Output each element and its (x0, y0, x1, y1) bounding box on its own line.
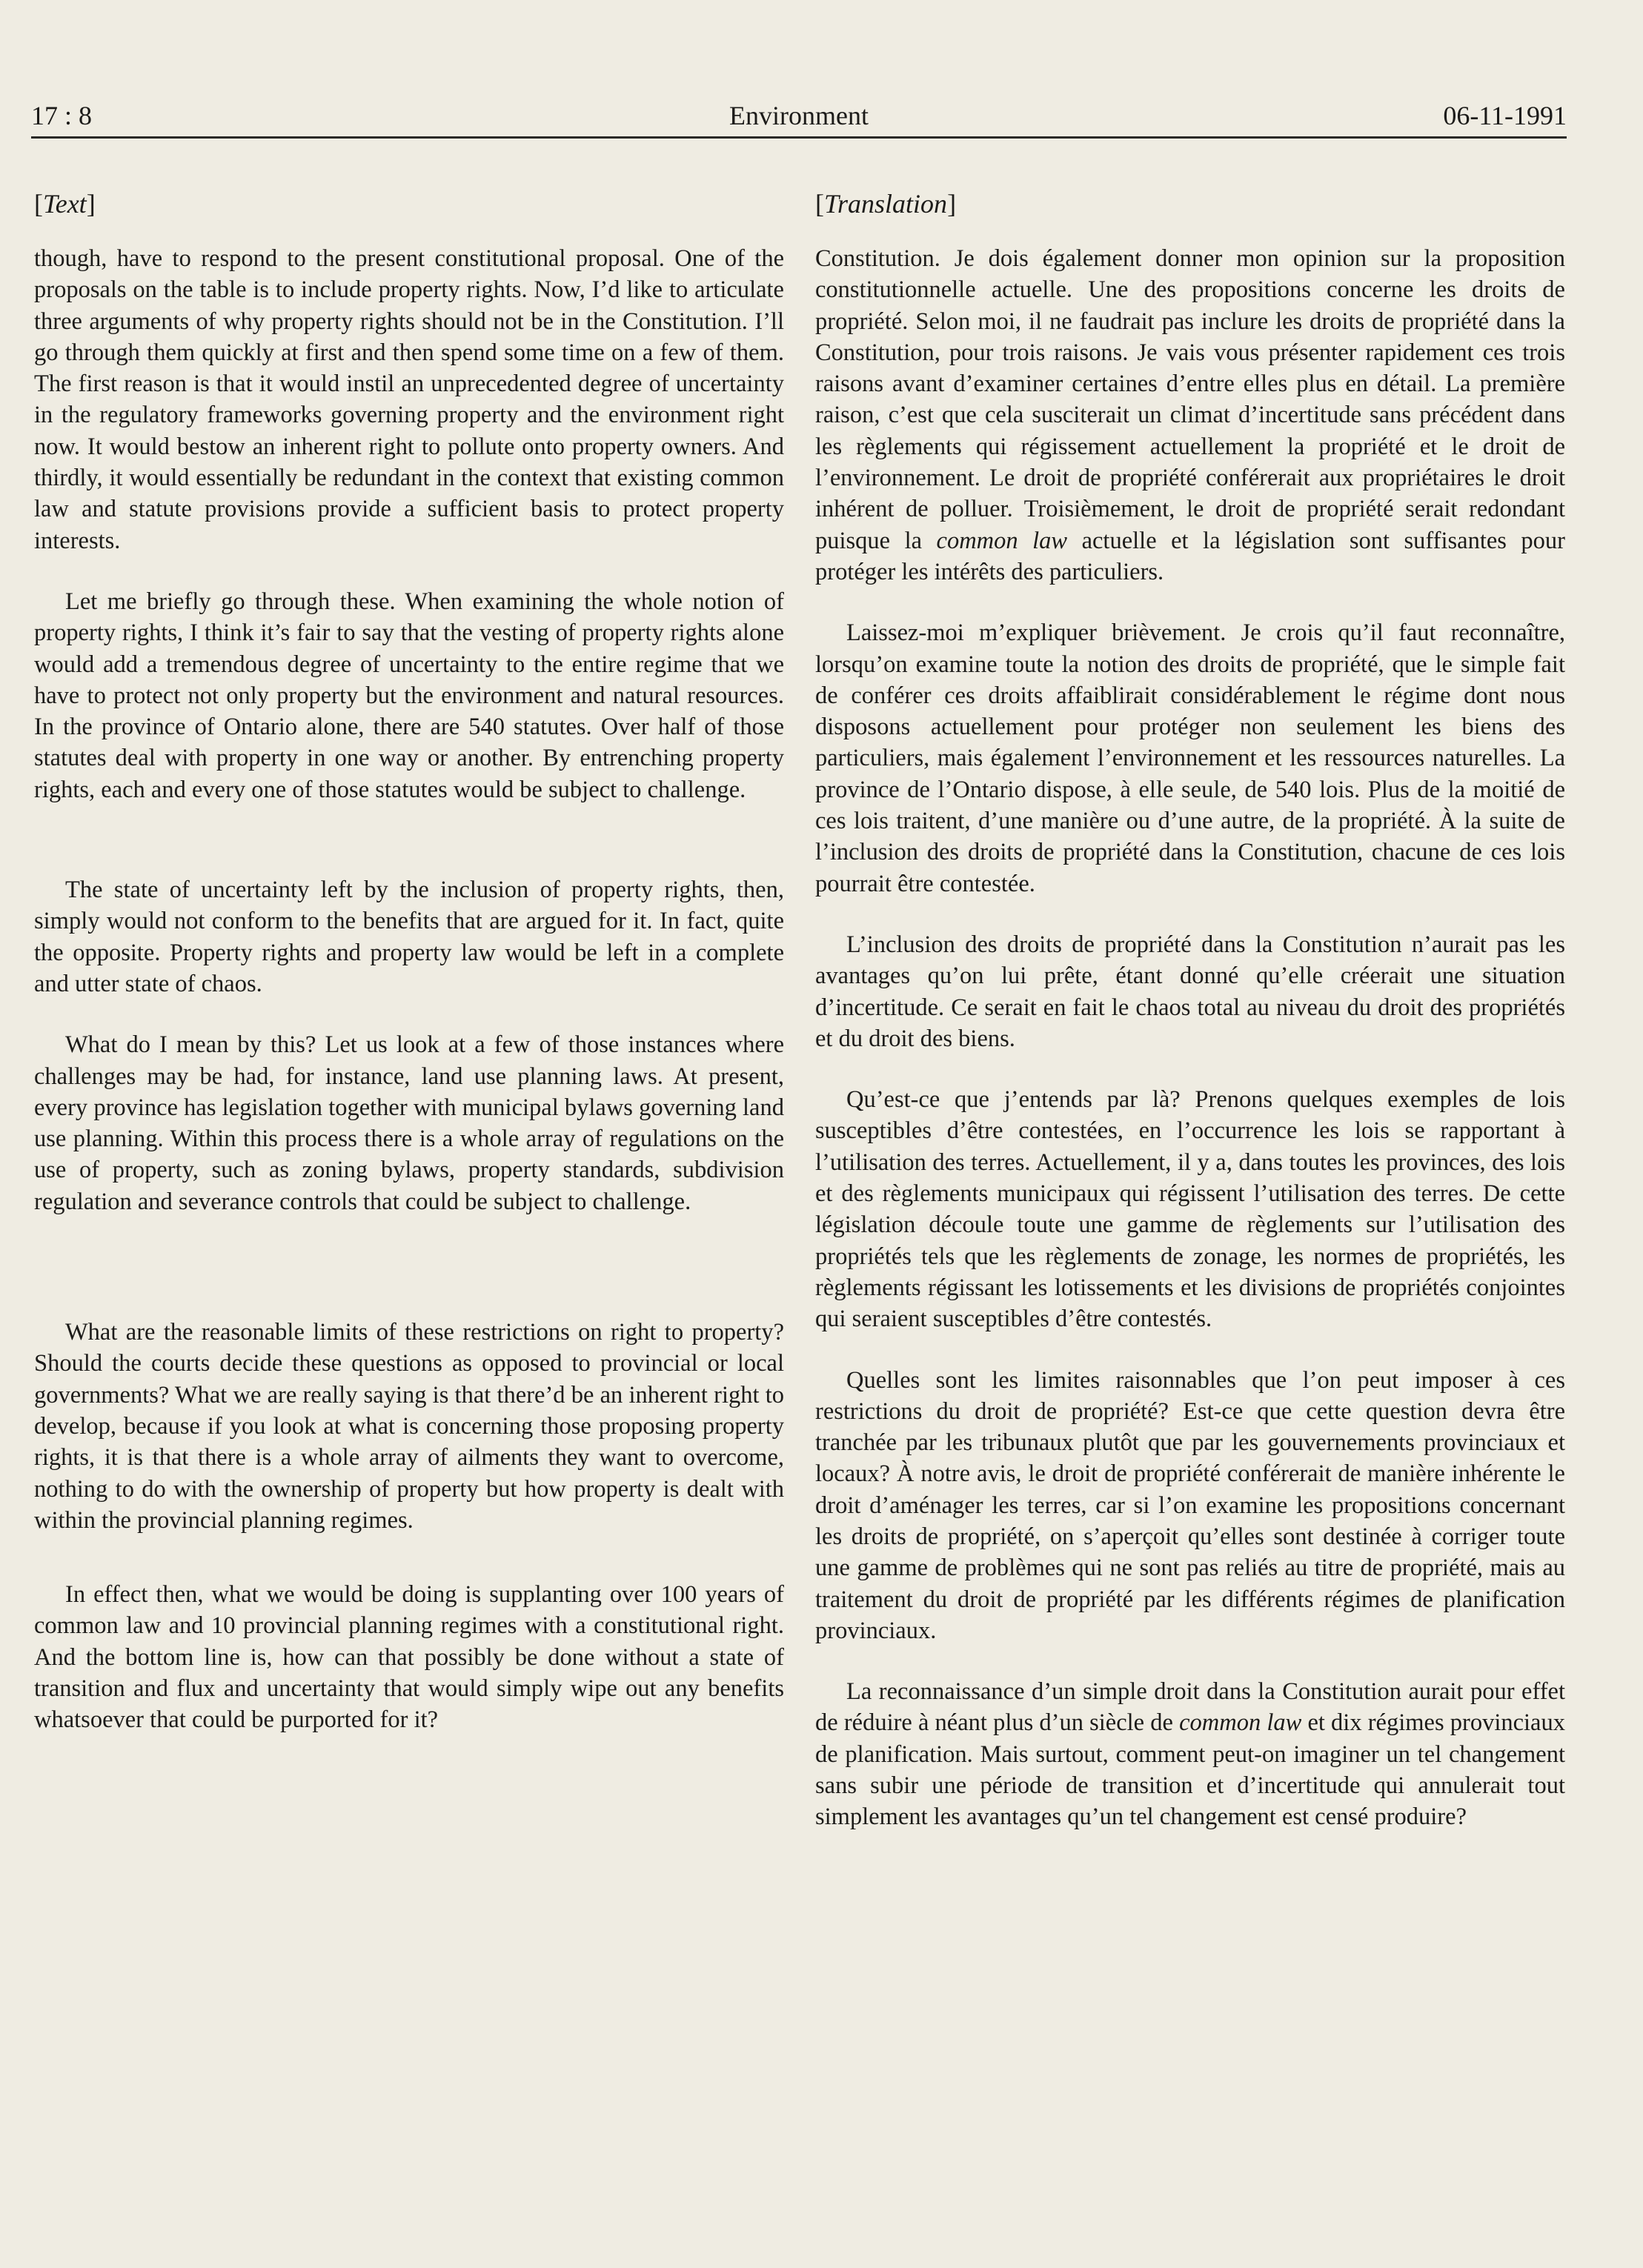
paragraph: Qu’est-ce que j’entends par là? Prenons quelques exemples de lois susceptibles d’être contestées, en l’occurrence les lois se rapportant à l’utilisation des terres. Actuellement, il y a, dans toutes les provinces, des lois et des règlements municipaux qui régissent l’utilisation des terres. De cette législation découle toute une gamme de règlements sur l’utilisation des propriétés tels que les règlements de zonage, les normes de propriétés, les règlements régissant les lotissements et les divisions de propriétés conjointes qui seraient susceptibles d’être contestés. (815, 1086, 1565, 1333)
english-text-column (34, 185, 784, 1736)
french-translation-column (815, 185, 1565, 1833)
column-label-translation: [Translation] (815, 189, 957, 219)
paragraph: What do I mean by this? Let us look at a few of those instances where challenges may be had, for instance, land use planning laws. At present, every province has legislation together with municipal bylaws governing land use planning. Within this process there is a whole array of regulations on the use of property, such as zoning bylaws, property standards, subdivision regulation and severance controls that could be subject to challenge. (34, 1031, 784, 1215)
paragraph: Constitution. Je dois également donner mon opinion sur la proposition constitutionnelle actuelle. Une des propositions concerne les droits de propriété. Selon moi, il ne faudrait pas inclure les droits de propriété dans la Constitution, pour trois raisons. Je vais vous présenter rapidement ces trois raisons avant d’examiner certaines d’entre elles plus en détail. La première raison, c’est que cela susciterait un climat d’incertitude sans précédent dans les règlements qui régissement actuellement la propriété et le droit de l’environnement. Le droit de propriété conférerait aux propriétaires le droit inhérent de polluer. Troisièmement, le droit de propriété serait redondant puisque la common law actuelle et la législation sont suffisantes pour protéger les intérêts des particuliers. (815, 245, 1565, 585)
paragraph: The state of uncertainty left by the inclusion of property rights, then, simply would not conform to the benefits that are argued for it. In fact, quite the opposite. Property rights and property law would be left in a complete and utter state of chaos. (34, 877, 784, 997)
paragraph: L’inclusion des droits de propriété dans la Constitution n’aurait pas les avantages qu’on lui prête, étant donné qu’elle créerait une situation d’incertitude. Ce serait en fait le chaos total au niveau du droit des propriétés et du droit des biens. (815, 931, 1565, 1052)
paragraph: In effect then, what we would be doing is supplanting over 100 years of common law and 10 provincial planning regimes with a constitutional right. And the bottom line is, how can that possibly be done without a state of transition and flux and uncertainty that would simply wipe out any benefits whatsoever that could be purported for it? (34, 1581, 784, 1734)
page-date: 06-11-1991 (1443, 101, 1567, 130)
page-reference: 17 : 8 (31, 101, 93, 130)
paragraph: What are the reasonable limits of these restrictions on right to property? Should the courts decide these questions as opposed to provincial or local governments? What we are really saying is that there’d be an inherent right to develop, because if you look at what is concerning those proposing property rights, it is that there is a whole array of ailments they want to overcome, nothing to do with the ownership of property but how property is dealt with within the provincial planning regimes. (34, 1319, 784, 1534)
paragraph: Quelles sont les limites raisonnables que l’on peut imposer à ces restrictions du droit de propriété? Est-ce que cette question devra être tranchée par les tribunaux plutôt que par les gouvernements provinciaux et locaux? À notre avis, le droit de propriété conférerait de manière inhérente le droit d’aménager les terres, car si l’on examine les propositions concernant les droits de propriété, on s’aperçoit qu’elles sont destinée à corriger toute une gamme de problèmes qui ne sont pas reliés au titre de propriété, mais au traitement du droit de propriété par les différents régimes de planification provinciaux. (815, 1366, 1565, 1644)
page-title: Environment (729, 101, 869, 130)
paragraph: La reconnaissance d’un simple droit dans la Constitution aurait pour effet de réduire à néant plus d’un siècle de common law et dix régimes provinciaux de planification. Mais surtout, comment peut-on imaginer un tel changement sans subir une période de transition et d’incertitude qui annulerait tout simplement les avantages qu’un tel changement est censé produire? (815, 1678, 1565, 1831)
paragraph: Laissez-moi m’expliquer brièvement. Je crois qu’il faut reconnaître, lorsqu’on examine toute la notion des droits de propriété, que le simple fait de conférer ces droits affaiblirait considérablement le régime dont nous disposons actuellement pour protéger non seulement les biens des particuliers, mais également l’environnement et les ressources naturelles. La province de l’Ontario dispose, à elle seule, de 540 lois. Plus de la moitié de ces lois traitent, d’une manière ou d’une autre, de la propriété. À la suite de l’inclusion des droits de propriété dans la Constitution, chacune de ces lois pourrait être contestée. (815, 619, 1565, 897)
column-label-text: [Text] (34, 189, 96, 219)
page-header (31, 96, 1567, 135)
header-rule (31, 136, 1567, 139)
paragraph: Let me briefly go through these. When examining the whole notion of property rights, I think it’s fair to say that the vesting of property rights alone would add a tremendous degree of uncertainty to the entire regime that we have to protect not only property but the environment and natural resources. In the province of Ontario alone, there are 540 statutes. Over half of those statutes deal with property in one way or another. By entrenching property rights, each and every one of those statutes would be subject to challenge. (34, 588, 784, 803)
paragraph: though, have to respond to the present constitutional proposal. One of the proposals on the table is to include property rights. Now, I’d like to articulate three arguments of why property rights should not be in the Constitution. I’ll go through them quickly at first and then spend some time on a few of them. The first reason is that it would instil an unprecedented degree of uncertainty in the regulatory frameworks governing property and the environment right now. It would bestow an inherent right to pollute onto property owners. And thirdly, it would essentially be redundant in the context that existing common law and statute provisions provide a sufficient basis to protect property interests. (34, 245, 784, 554)
